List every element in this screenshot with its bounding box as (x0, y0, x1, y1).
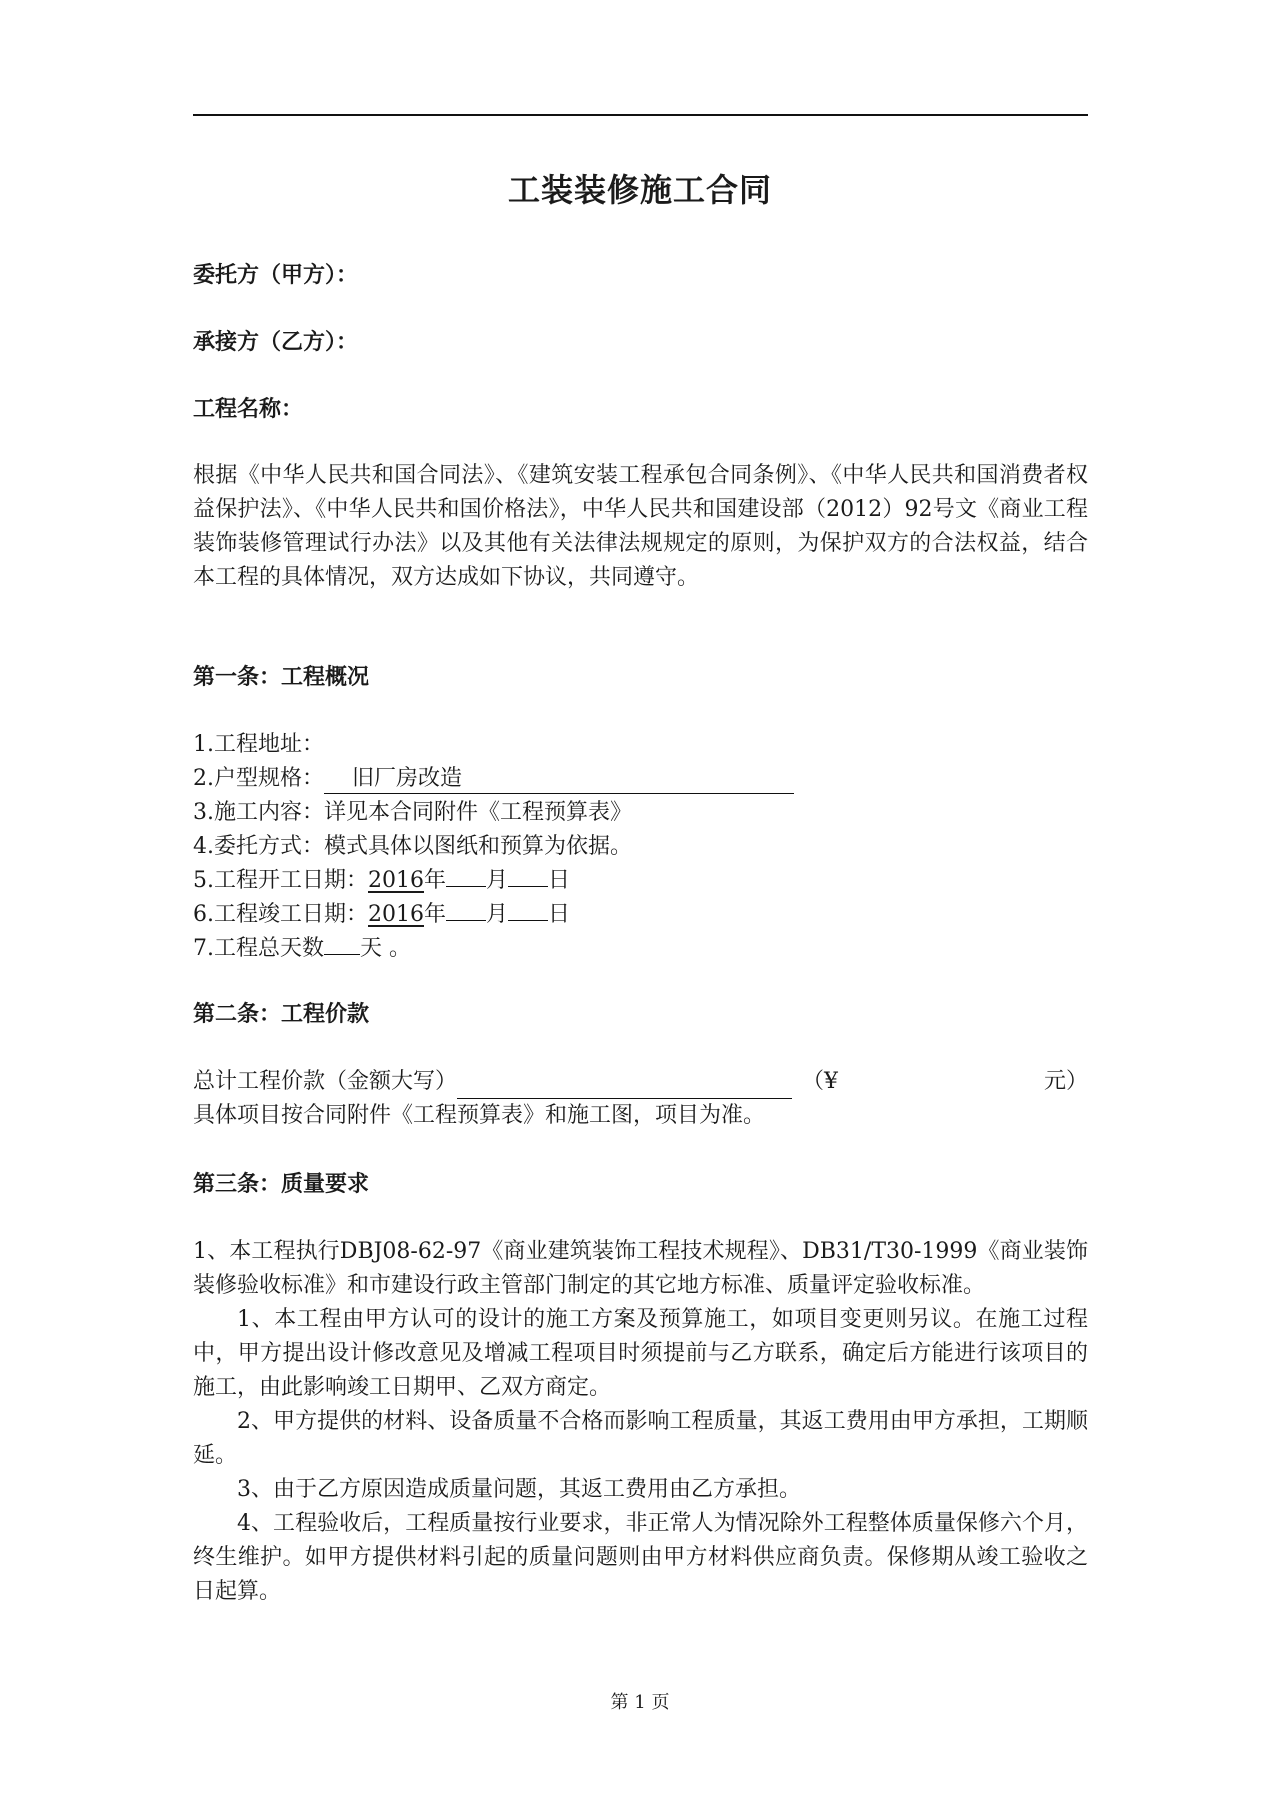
quality-clause-3: 3、由于乙方原因造成质量问题，其返工费用由乙方承担。 (237, 1477, 801, 1502)
client-party-label: 委托方（甲方）： (193, 262, 359, 288)
total-price-blank (457, 1065, 792, 1099)
total-days-unit: 天 。 (360, 936, 411, 961)
unit-spec-field (324, 765, 794, 794)
total-days-blank (324, 954, 360, 955)
construction-content-line: 3.施工内容：详见本合同附件《工程预算表》 (193, 800, 632, 825)
completion-day-unit: 日 (548, 902, 571, 927)
contractor-party-label: 承接方（乙方）： (193, 329, 359, 355)
article2-heading: 第二条：工程价款 (193, 1001, 370, 1027)
unit-spec-line (193, 762, 1088, 796)
yuan-close: 元） (1043, 1069, 1088, 1094)
completion-month-unit: 月 (486, 902, 509, 927)
page-number: 第 1 页 (610, 1692, 670, 1713)
article2-body (193, 1065, 1088, 1133)
project-address-line: 1.工程地址： (193, 732, 324, 757)
article1-heading: 第一条：工程概况 (193, 664, 370, 690)
unit-spec-value: 旧厂房改造 (351, 766, 462, 791)
start-month-unit: 月 (486, 868, 509, 893)
quality-clause-1: 1、本工程由甲方认可的设计的施工方案及预算施工，如项目变更则另议。在施工过程中，甲方提出设计修改意见及增减工程项目时须提前与乙方联系，确定后方能进行该项目的施工，由此影响竣工日期甲、乙双方商定。 (193, 1307, 1088, 1400)
start-day-blank (508, 886, 548, 887)
start-month-blank (446, 886, 486, 887)
start-day-unit: 日 (548, 868, 571, 893)
document-title: 工装装修施工合同 (507, 171, 772, 209)
completion-year-unit: 年 (424, 902, 447, 927)
completion-date-line (193, 898, 1088, 932)
total-days-line (193, 932, 1088, 966)
article1-items (193, 728, 1088, 966)
quality-clause-2: 2、甲方提供的材料、设备质量不合格而影响工程质量，其返工费用由甲方承担，工期顺延。 (193, 1409, 1088, 1468)
completion-date-label: 6.工程竣工日期： (193, 902, 368, 927)
article3-heading: 第三条：质量要求 (193, 1171, 370, 1197)
yen-open: （¥ (802, 1069, 839, 1094)
quality-standard-paragraph: 1、本工程执行DBJ08-62-97《商业建筑装饰工程技术规程》、DB31/T30-1999《商业装饰装修验收标准》和市建设行政主管部门制定的其它地方标准、质量评定验收标准。 (193, 1239, 1088, 1298)
preamble-paragraph: 根据《中华人民共和国合同法》、《建筑安装工程承包合同条例》、《中华人民共和国消费者权益保护法》、《中华人民共和国价格法》，中华人民共和国建设部（2012）92号文《商业工程装饰装修管理试行办法》以及其他有关法律法规规定的原则，为保护双方的合法权益，结合本工程的具体情况，双方达成如下协议，共同遵守。 (193, 463, 1088, 590)
total-days-label: 7.工程总天数 (193, 936, 324, 961)
commission-method-line: 4.委托方式：模式具体以图纸和预算为依据。 (193, 834, 632, 859)
quality-clause-4: 4、工程验收后，工程质量按行业要求，非正常人为情况除外工程整体质量保修六个月，终生维护。如甲方提供材料引起的质量问题则由甲方材料供应商负责。保修期从竣工验收之日起算。 (193, 1511, 1088, 1604)
completion-month-blank (446, 920, 486, 921)
price-detail-line: 具体项目按合同附件《工程预算表》和施工图，项目为准。 (193, 1103, 766, 1128)
project-name-label: 工程名称： (193, 396, 304, 422)
completion-year-value: 2016 (368, 902, 424, 927)
total-price-label: 总计工程价款（金额大写） (193, 1069, 458, 1094)
header-rule (193, 114, 1088, 116)
start-year-value: 2016 (368, 868, 424, 893)
start-date-label: 5.工程开工日期： (193, 868, 368, 893)
start-year-unit: 年 (424, 868, 447, 893)
article3-body (193, 1235, 1088, 1609)
start-date-line (193, 864, 1088, 898)
completion-day-blank (508, 920, 548, 921)
total-price-line (193, 1065, 1088, 1099)
unit-spec-label: 2.户型规格： (193, 766, 324, 791)
